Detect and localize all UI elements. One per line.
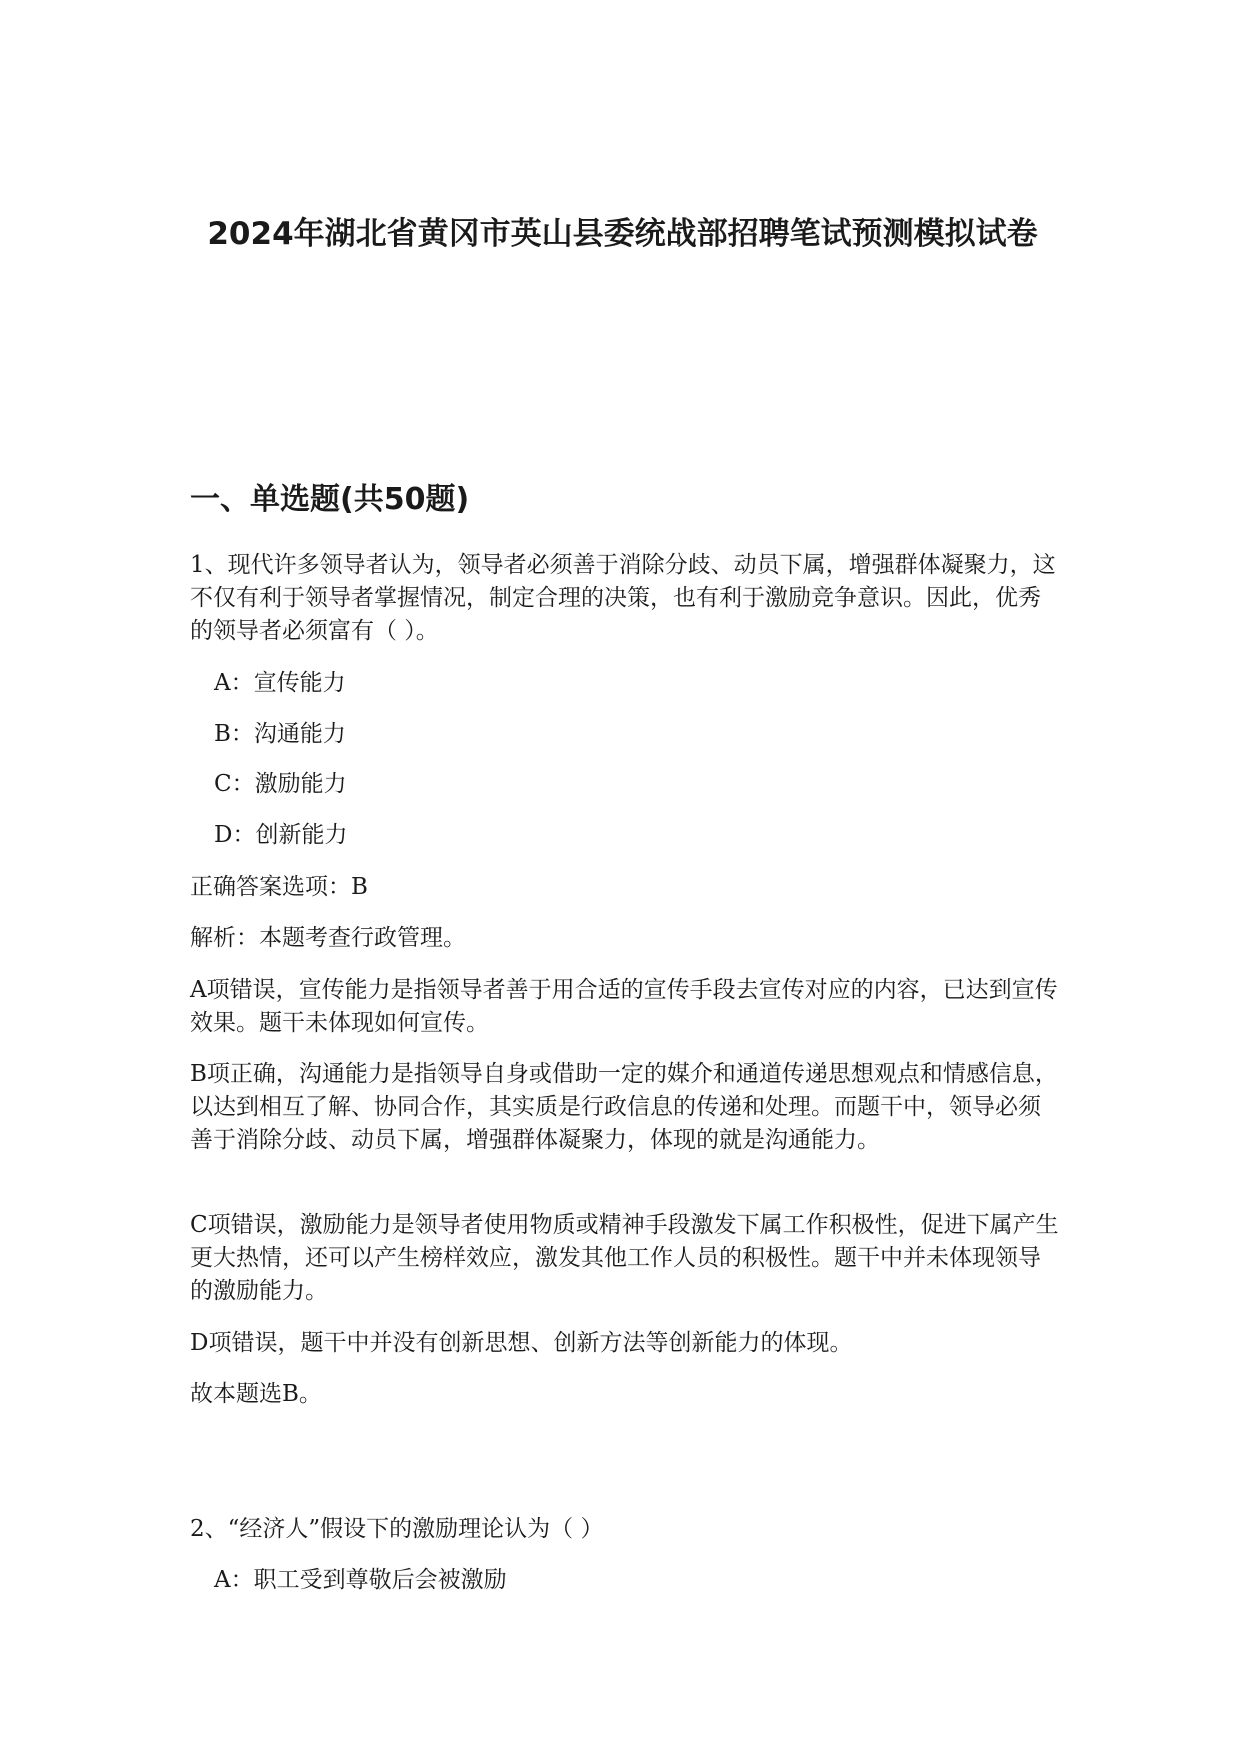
- question-1-explain-b: B项正确，沟通能力是指领导自身或借助一定的媒介和通道传递思想观点和情感信息，以达到相互了解、协同合作，其实质是行政信息的传递和处理。而题干中，领导必须善于消除分歧、动员下属，增强群体凝聚力，体现的就是沟通能力。: [190, 1061, 1058, 1153]
- question-1-explain-a: A项错误，宣传能力是指领导者善于用合适的宣传手段去宣传对应的内容，已达到宣传效果。题干未体现如何宣传。: [190, 977, 1058, 1036]
- question-1-explain-d: D项错误，题干中并没有创新思想、创新方法等创新能力的体现。: [190, 1330, 853, 1356]
- question-1-option-c: C：激励能力: [214, 771, 347, 797]
- question-1-conclusion: 故本题选B。: [190, 1381, 322, 1407]
- question-1-option-d: D：创新能力: [214, 822, 348, 848]
- document-title: 2024年湖北省黄冈市英山县委统战部招聘笔试预测模拟试卷: [207, 216, 1038, 252]
- question-1-answer: 正确答案选项：B: [190, 874, 368, 900]
- question-1-analysis: 解析：本题考查行政管理。: [190, 925, 466, 951]
- question-1-stem: 1、现代许多领导者认为，领导者必须善于消除分歧、动员下属，增强群体凝聚力，这不仅有利于领导者掌握情况，制定合理的决策，也有利于激励竞争意识。因此，优秀的领导者必须富有（ ）。: [190, 552, 1056, 644]
- question-1-option-b: B：沟通能力: [214, 721, 346, 747]
- section-heading: 一、单选题(共50题): [190, 482, 470, 517]
- question-1-explain-c: C项错误，激励能力是领导者使用物质或精神手段激发下属工作积极性，促进下属产生更大热情，还可以产生榜样效应，激发其他工作人员的积极性。题干中并未体现领导的激励能力。: [190, 1212, 1059, 1304]
- question-2-stem: 2、“经济人”假设下的激励理论认为（ ）: [190, 1516, 604, 1542]
- question-2-option-a: A：职工受到尊敬后会被激励: [214, 1567, 507, 1593]
- question-1-option-a: A：宣传能力: [214, 670, 346, 696]
